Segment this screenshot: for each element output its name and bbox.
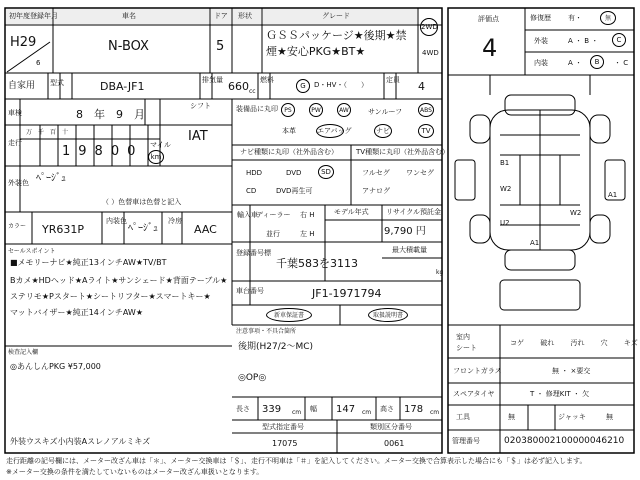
inspection-value: 8 年 9 月 — [76, 108, 145, 121]
model-name-label: 車名 — [122, 12, 136, 20]
first-reg-label: 初年度登録年月 — [9, 12, 58, 20]
shape-label: 形状 — [238, 12, 252, 20]
model-name: N-BOX — [108, 39, 149, 54]
chassis-value: JF1-1971794 — [312, 287, 382, 300]
jack-label: ジャッキ — [558, 413, 586, 421]
navi-cd: CD — [246, 187, 257, 195]
tools-label: 工具 — [456, 413, 470, 421]
fuel-label: 燃料 — [260, 76, 274, 84]
height-label: 高さ — [380, 405, 394, 413]
mileage-units: 万 千 百 十 — [26, 129, 69, 136]
diagram-a1: A1 — [608, 191, 618, 199]
interior-grade-c: ・ C — [614, 59, 629, 67]
width-unit: cm — [362, 409, 372, 416]
type-designation-label: 型式指定番号 — [262, 423, 304, 431]
mileage-label: 走行 — [8, 139, 22, 147]
height-unit: cm — [430, 409, 440, 416]
ac-label: 冷房 — [168, 217, 182, 225]
interior-color: ﾍﾟｰｼﾞｭ — [128, 223, 158, 234]
spare-options: T ・ 修理KIT ・ 欠 — [530, 390, 590, 398]
eq-pw: PW — [309, 103, 323, 117]
first-reg-year: H29 — [10, 35, 37, 50]
recycle-value: 9,790 円 — [384, 226, 426, 237]
seat-label-2: シート — [456, 344, 477, 352]
drive-alt: 4WD — [422, 49, 439, 57]
import-left: 左 H — [300, 230, 315, 238]
eq-aircon: エアバッグ — [316, 124, 344, 138]
capacity-value: 4 — [418, 80, 425, 93]
repair-yes: 有・ — [568, 14, 582, 22]
notes-line-1: 後期(H27/2～MC) — [238, 342, 314, 352]
exterior-note: （ ）色替車は色替と記入 — [102, 198, 182, 206]
interior-grade-label: 内装 — [534, 59, 548, 67]
spare-label: スペアタイヤ — [453, 390, 495, 398]
type-designation: 17075 — [272, 439, 298, 448]
cc-unit: cc — [249, 88, 256, 95]
notes-line-2: ◎OP◎ — [238, 373, 267, 383]
tv-analog: アナログ — [362, 187, 390, 195]
mgmt-label: 管理番号 — [452, 437, 480, 445]
doors-value: 5 — [216, 39, 225, 54]
drive-circle: 2WD — [420, 18, 438, 36]
car-diagram — [455, 75, 625, 310]
footnote-1: 走行距離の記号欄には、メーター改ざん車は「＊」、メーター交換車は「＄」、走行不明車は「＃」を記入してください。メーター交換で合算表示した場合にも「＄」は必ず記入します。 — [6, 457, 587, 465]
plate-label: 登録番号標 — [236, 249, 271, 257]
eq-navi: ナビ — [374, 124, 392, 138]
sales-label: セールスポイント — [8, 248, 56, 255]
displacement-label: 排気量 — [202, 76, 223, 84]
tools-value: 無 — [508, 413, 515, 421]
score-value: 4 — [482, 34, 498, 62]
recycle-label: リサイクル預託金 — [386, 208, 442, 216]
windshield-options: 無 ・ ×要交 — [552, 367, 591, 375]
type-label: 型式 — [50, 79, 64, 87]
eq-sunroof: サンルーフ — [368, 108, 403, 116]
tv-oneseg: ワンセグ — [406, 169, 434, 177]
navi-dvdplay: DVD再生可 — [276, 187, 313, 195]
model-year-label: モデル年式 — [334, 208, 369, 216]
exterior-grade-label: 外装 — [534, 37, 548, 45]
interior-grade-circle: B — [590, 55, 604, 69]
eq-ps: PS — [281, 103, 295, 117]
jack-value: 無 — [606, 413, 613, 421]
diagram-w2-right: W2 — [570, 209, 582, 217]
class-number: 0061 — [384, 439, 405, 448]
navi-hdd: HDD — [246, 169, 263, 177]
eq-leather: 本革 — [282, 127, 296, 135]
diagram-a1-rear: A1 — [530, 239, 540, 247]
eq-tv: TV — [418, 124, 434, 138]
navi-dvd: DVD — [286, 169, 302, 177]
grade-line-2: 煙★安心PKG★BT★ — [266, 45, 366, 58]
ac-value: AAC — [194, 223, 217, 236]
repair-label: 修復歴 — [530, 14, 551, 22]
exterior-grade-circle: C — [612, 33, 626, 47]
navi-title: ナビ種類に丸印（社外品含む） — [240, 148, 338, 156]
import-right: 右 H — [300, 211, 315, 219]
max-load-label: 最大積載量 — [392, 246, 427, 254]
exterior-grade-options: A ・ B ・ — [568, 37, 599, 45]
sales-line-3: ステリモ★Pスタート★シートリフター★スマートキー★ — [10, 292, 211, 301]
tv-title: TV種類に丸印（社外品含む） — [356, 148, 450, 156]
windshield-label: フロントガラス — [453, 367, 502, 375]
fuel-options: D・HV・（ ） — [314, 81, 368, 89]
tv-fullseg: フルセグ — [362, 169, 390, 177]
color-code-label: カラー — [8, 223, 27, 230]
color-code: YR631P — [42, 223, 84, 236]
height-value: 178 — [404, 404, 424, 415]
mileage-km-circle: km — [148, 150, 164, 164]
fuel-circle: G — [296, 79, 310, 93]
interior-label: 内装色 — [106, 217, 127, 225]
exterior-label: 外装色 — [8, 179, 29, 187]
footnote-2: ※メーター交換の条件を満たしていないものはメーター改ざん車扱いとなります。 — [6, 468, 264, 476]
type-value: DBA-JF1 — [100, 80, 145, 93]
eq-aw: AW — [337, 103, 351, 117]
width-value: 147 — [336, 404, 356, 415]
navi-sd: SD — [318, 165, 334, 179]
sales-line-4: マットバイザー★純正14インチAW★ — [10, 308, 143, 317]
bottom-remark: 外装ウスキズ小内装Aスレノアルミキズ — [10, 437, 151, 446]
displacement-value: 660 — [228, 80, 249, 93]
import-dealer: ディーラー — [256, 211, 291, 219]
eq-abs: ABS — [418, 103, 434, 117]
chassis-label: 車台番号 — [236, 287, 264, 295]
notes-label: 注意事項・不具合箇所 — [236, 328, 297, 335]
width-label: 幅 — [310, 405, 317, 413]
import-parallel: 並行 — [266, 230, 280, 238]
doors-label: ドア — [214, 12, 228, 20]
score-label: 評価点 — [478, 15, 499, 23]
manual: 取扱説明書 — [368, 308, 408, 322]
new-warranty: 新車保証書 — [266, 308, 312, 322]
length-unit: cm — [292, 409, 302, 416]
equipment-label: 装備品に丸印 — [236, 105, 278, 113]
inspector-line: ◎あんしんPKG ¥57,000 — [10, 362, 101, 371]
inspection-label: 車検 — [8, 109, 22, 117]
inspector-label: 検査記入欄 — [8, 349, 39, 356]
diagram-b1: B1 — [500, 159, 510, 167]
interior-grade-a: A ・ — [568, 59, 583, 67]
grade-line-1: ＧＳＳパッケージ★後期★禁 — [266, 29, 407, 42]
diagram-u2: U2 — [500, 219, 510, 227]
seat-label-1: 室内 — [456, 333, 470, 341]
grade-label: グレード — [322, 12, 350, 20]
diagram-w2-left: W2 — [500, 185, 512, 193]
capacity-label: 定員 — [386, 76, 400, 84]
exterior-color: ﾍﾟｰｼﾞｭ — [36, 173, 66, 184]
seat-options: コゲ 破れ 汚れ 穴 キズ — [510, 339, 638, 347]
mgmt-number: 020380002100000046210 — [504, 436, 625, 446]
class-label: 類別区分番号 — [370, 423, 412, 431]
mileage-mile: マイル — [150, 141, 171, 149]
shift-value: IAT — [188, 129, 208, 144]
plate-value: 千葉583を3113 — [276, 257, 358, 270]
length-value: 339 — [262, 404, 282, 415]
kg-unit: kg — [436, 269, 444, 276]
repair-no: 無 — [600, 11, 616, 25]
shift-label: シフト — [190, 102, 211, 110]
mileage-value: 19800 — [62, 144, 144, 159]
length-label: 長さ — [236, 405, 250, 413]
sales-line-2: Bカメ★HDヘッド★Aライト★サンシェード★背面テーブル★ — [10, 276, 228, 285]
first-reg-month: 6 — [36, 59, 41, 67]
sales-line-1: ■メモリーナビ★純正13インチAW★TV/BT — [10, 258, 167, 267]
usage-label: 自家用 — [8, 81, 36, 91]
import-label: 輸入車 — [237, 211, 258, 219]
